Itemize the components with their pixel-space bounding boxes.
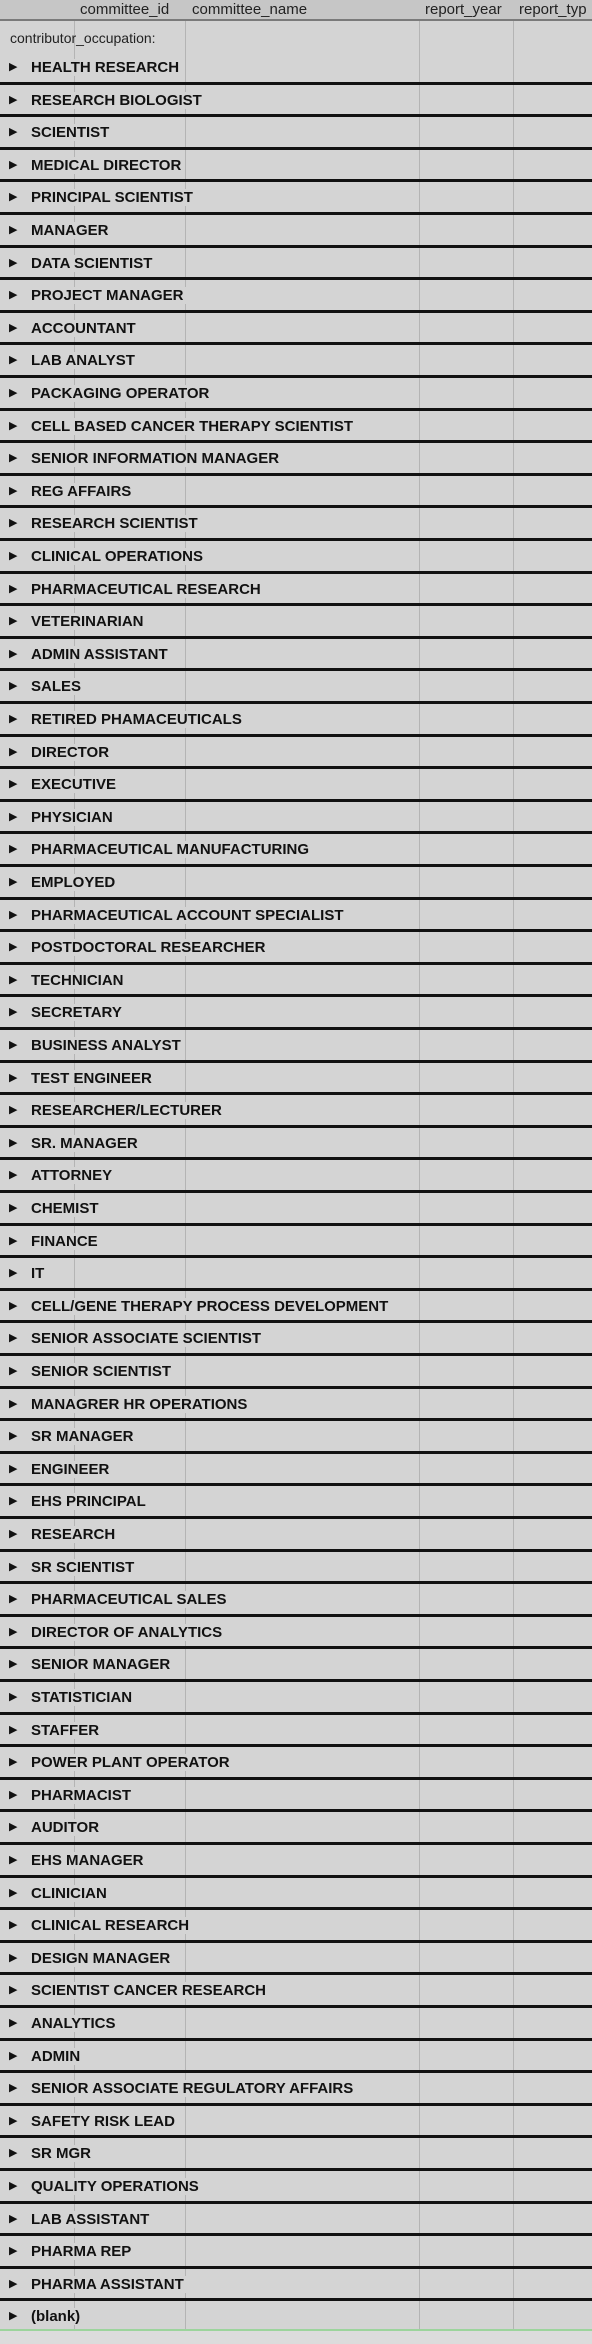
group-row[interactable] [0, 1878, 592, 1911]
triangle-right-icon[interactable]: ▶ [9, 2082, 18, 2095]
triangle-right-icon[interactable]: ▶ [9, 2310, 18, 2323]
group-row-label: EMPLOYED [31, 874, 119, 891]
group-row[interactable] [0, 606, 592, 639]
triangle-right-icon[interactable]: ▶ [9, 1756, 18, 1769]
group-row-label: PROJECT MANAGER [31, 287, 188, 304]
triangle-right-icon[interactable]: ▶ [9, 1104, 18, 1117]
column-header-committee-id[interactable]: committee_id [80, 1, 170, 18]
group-row-label: MANAGER [31, 222, 113, 239]
group-row[interactable] [0, 313, 592, 346]
triangle-right-icon[interactable]: ▶ [9, 354, 18, 367]
group-row-label: PHARMACEUTICAL MANUFACTURING [31, 841, 313, 858]
group-row[interactable] [0, 769, 592, 802]
group-row-label: ACCOUNTANT [31, 320, 140, 337]
group-row[interactable] [0, 737, 592, 770]
triangle-right-icon[interactable]: ▶ [9, 615, 18, 628]
group-row[interactable] [0, 411, 592, 444]
column-header-committee-name[interactable]: committee_name [192, 1, 308, 18]
group-row[interactable] [0, 1454, 592, 1487]
group-row[interactable] [0, 2106, 592, 2139]
group-row[interactable] [0, 1291, 592, 1324]
group-row[interactable] [0, 1323, 592, 1356]
triangle-right-icon[interactable]: ▶ [9, 1365, 18, 1377]
group-row[interactable] [0, 541, 592, 574]
group-row-label: ATTORNEY [31, 1167, 116, 1184]
group-row-label: SR SCIENTIST [31, 1559, 138, 1576]
group-row[interactable] [0, 248, 592, 281]
group-row-label: EXECUTIVE [31, 776, 120, 793]
group-row-label: EHS PRINCIPAL [31, 1493, 150, 1510]
group-row[interactable] [0, 2204, 592, 2237]
group-row-label: DIRECTOR [31, 744, 113, 761]
group-row-label: PHARMA ASSISTANT [31, 2276, 188, 2293]
group-row[interactable] [0, 443, 592, 476]
triangle-right-icon[interactable]: ▶ [9, 1821, 18, 1834]
triangle-right-icon[interactable]: ▶ [9, 1039, 18, 1051]
group-row-label: LAB ASSISTANT [31, 2211, 153, 2228]
triangle-right-icon[interactable]: ▶ [9, 1886, 18, 1899]
group-row-label: RETIRED PHAMACEUTICALS [31, 711, 246, 728]
group-row[interactable] [0, 900, 592, 933]
group-row[interactable] [0, 1910, 592, 1943]
group-row[interactable] [0, 1552, 592, 1585]
triangle-right-icon[interactable]: ▶ [9, 2277, 18, 2290]
triangle-right-icon[interactable]: ▶ [9, 1528, 18, 1540]
triangle-right-icon[interactable]: ▶ [9, 1234, 18, 1247]
triangle-right-icon[interactable]: ▶ [9, 61, 18, 73]
triangle-right-icon[interactable]: ▶ [9, 647, 18, 660]
triangle-right-icon[interactable]: ▶ [9, 1854, 18, 1866]
group-row-label: DESIGN MANAGER [31, 1950, 174, 1967]
triangle-right-icon[interactable]: ▶ [9, 1984, 18, 1997]
triangle-right-icon[interactable]: ▶ [9, 2245, 18, 2258]
triangle-right-icon[interactable]: ▶ [9, 680, 18, 693]
group-row[interactable] [0, 671, 592, 704]
group-row[interactable] [0, 1421, 592, 1454]
triangle-right-icon[interactable]: ▶ [9, 224, 18, 236]
group-row-label: PHARMA REP [31, 2243, 135, 2260]
group-row-label: SENIOR MANAGER [31, 1656, 174, 1673]
column-header-report-year[interactable]: report_year [425, 1, 502, 18]
triangle-right-icon[interactable]: ▶ [9, 256, 18, 269]
group-row[interactable] [0, 2138, 592, 2171]
group-row[interactable] [0, 150, 592, 183]
group-row[interactable] [0, 639, 592, 672]
triangle-right-icon[interactable]: ▶ [9, 876, 18, 888]
group-row[interactable] [0, 2073, 592, 2106]
group-row-label: POWER PLANT OPERATOR [31, 1754, 234, 1771]
group-row[interactable] [0, 1747, 592, 1780]
group-row[interactable] [0, 1584, 592, 1617]
group-row-label: TEST ENGINEER [31, 1070, 156, 1087]
group-row-label: RESEARCH BIOLOGIST [31, 92, 206, 109]
triangle-right-icon[interactable]: ▶ [9, 191, 18, 204]
group-row[interactable] [0, 1356, 592, 1389]
group-row-label: STAFFER [31, 1722, 103, 1739]
triangle-right-icon[interactable]: ▶ [9, 1593, 18, 1606]
group-row-label: QUALITY OPERATIONS [31, 2178, 203, 2195]
triangle-right-icon[interactable]: ▶ [9, 908, 18, 921]
group-row-label: CHEMIST [31, 1200, 103, 1217]
group-row[interactable] [0, 1715, 592, 1748]
group-row-label: BUSINESS ANALYST [31, 1037, 185, 1054]
triangle-right-icon[interactable]: ▶ [9, 1006, 18, 1019]
group-row-label: MANAGRER HR OPERATIONS [31, 1396, 251, 1413]
triangle-right-icon[interactable]: ▶ [9, 1495, 18, 1508]
group-row[interactable] [0, 1258, 592, 1291]
group-row-label: SCIENTIST CANCER RESEARCH [31, 1982, 270, 1999]
group-row-label: SALES [31, 678, 85, 695]
triangle-right-icon[interactable]: ▶ [9, 1299, 18, 1312]
triangle-right-icon[interactable]: ▶ [9, 1788, 18, 1801]
group-row[interactable] [0, 2269, 592, 2302]
group-row-label: TECHNICIAN [31, 972, 128, 989]
group-row-label: (blank) [31, 2308, 84, 2325]
group-row-label: PHARMACEUTICAL RESEARCH [31, 581, 265, 598]
triangle-right-icon[interactable]: ▶ [9, 2017, 18, 2029]
group-row[interactable] [0, 965, 592, 998]
triangle-right-icon[interactable]: ▶ [9, 1625, 18, 1638]
group-row[interactable] [0, 1063, 592, 1096]
triangle-right-icon[interactable]: ▶ [9, 745, 18, 758]
group-row-label: CELL/GENE THERAPY PROCESS DEVELOPMENT [31, 1298, 392, 1315]
triangle-right-icon[interactable]: ▶ [9, 1691, 18, 1703]
triangle-right-icon[interactable]: ▶ [9, 1332, 18, 1345]
triangle-right-icon[interactable]: ▶ [9, 550, 18, 562]
triangle-right-icon[interactable]: ▶ [9, 582, 18, 595]
triangle-right-icon[interactable]: ▶ [9, 843, 18, 856]
group-row[interactable] [0, 1160, 592, 1193]
group-row[interactable] [0, 1519, 592, 1552]
group-row-label: SR. MANAGER [31, 1135, 142, 1152]
group-row-label: ENGINEER [31, 1461, 113, 1478]
triangle-right-icon[interactable]: ▶ [9, 1919, 18, 1932]
column-header-row [0, 0, 592, 21]
group-row[interactable] [0, 1812, 592, 1845]
group-row-label: PHARMACIST [31, 1787, 135, 1804]
triangle-right-icon[interactable]: ▶ [9, 713, 18, 725]
group-row-label: SR MANAGER [31, 1428, 138, 1445]
group-row[interactable] [0, 117, 592, 150]
group-row-label: RESEARCH SCIENTIST [31, 515, 202, 532]
group-row-label: EHS MANAGER [31, 1852, 148, 1869]
triangle-right-icon[interactable]: ▶ [9, 419, 18, 432]
group-row[interactable] [0, 704, 592, 737]
triangle-right-icon[interactable]: ▶ [9, 778, 18, 791]
triangle-right-icon[interactable]: ▶ [9, 517, 18, 530]
group-row-label: POSTDOCTORAL RESEARCHER [31, 939, 269, 956]
group-row[interactable] [0, 52, 592, 85]
triangle-right-icon[interactable]: ▶ [9, 941, 18, 954]
group-row[interactable] [0, 1389, 592, 1422]
triangle-right-icon[interactable]: ▶ [9, 2114, 18, 2127]
group-row[interactable] [0, 574, 592, 607]
group-row[interactable] [0, 2171, 592, 2204]
group-row[interactable] [0, 1486, 592, 1519]
triangle-right-icon[interactable]: ▶ [9, 1951, 18, 1964]
triangle-right-icon[interactable]: ▶ [9, 2180, 18, 2192]
group-row-label: SCIENTIST [31, 124, 113, 141]
triangle-right-icon[interactable]: ▶ [9, 973, 18, 986]
group-row[interactable] [0, 182, 592, 215]
group-row-label: SR MGR [31, 2145, 95, 2162]
group-row-label: STATISTICIAN [31, 1689, 136, 1706]
triangle-right-icon[interactable]: ▶ [9, 1658, 18, 1671]
triangle-right-icon[interactable]: ▶ [9, 1560, 18, 1573]
group-row[interactable] [0, 1617, 592, 1650]
group-row-label: CLINICAL RESEARCH [31, 1917, 193, 1934]
group-row-label: SAFETY RISK LEAD [31, 2113, 179, 2130]
triangle-right-icon[interactable]: ▶ [9, 1169, 18, 1182]
group-row[interactable] [0, 1682, 592, 1715]
column-header-report-type[interactable]: report_typ [519, 1, 587, 18]
triangle-right-icon[interactable]: ▶ [9, 1202, 18, 1214]
group-row-label: MEDICAL DIRECTOR [31, 157, 185, 174]
group-row[interactable] [0, 1780, 592, 1813]
group-row[interactable] [0, 802, 592, 835]
group-row-label: PRINCIPAL SCIENTIST [31, 189, 197, 206]
group-row[interactable] [0, 1128, 592, 1161]
group-row-label: CLINICIAN [31, 1885, 111, 1902]
group-row-label: SENIOR ASSOCIATE REGULATORY AFFAIRS [31, 2080, 357, 2097]
triangle-right-icon[interactable]: ▶ [9, 452, 18, 465]
triangle-right-icon[interactable]: ▶ [9, 387, 18, 399]
group-field-label [0, 22, 592, 52]
group-row-label: LAB ANALYST [31, 352, 139, 369]
triangle-right-icon[interactable]: ▶ [9, 1071, 18, 1084]
group-row-label: FINANCE [31, 1233, 102, 1250]
group-row[interactable] [0, 932, 592, 965]
group-row[interactable] [0, 2008, 592, 2041]
group-row[interactable] [0, 2236, 592, 2269]
group-row[interactable] [0, 997, 592, 1030]
sheet-footer [0, 2329, 592, 2344]
triangle-right-icon[interactable]: ▶ [9, 2147, 18, 2160]
group-row-label: SENIOR INFORMATION MANAGER [31, 450, 283, 467]
triangle-right-icon[interactable]: ▶ [9, 289, 18, 302]
group-row-label: VETERINARIAN [31, 613, 148, 630]
group-row[interactable] [0, 1095, 592, 1128]
group-row[interactable] [0, 1649, 592, 1682]
group-row-label: DATA SCIENTIST [31, 255, 156, 272]
group-row[interactable] [0, 1226, 592, 1259]
group-row[interactable] [0, 2041, 592, 2074]
group-row-label: REG AFFAIRS [31, 483, 135, 500]
triangle-right-icon[interactable]: ▶ [9, 810, 18, 823]
group-row[interactable] [0, 1845, 592, 1878]
group-row-label: AUDITOR [31, 1819, 103, 1836]
group-row-label: PHYSICIAN [31, 809, 117, 826]
triangle-right-icon[interactable]: ▶ [9, 2049, 18, 2062]
group-row-label: ANALYTICS [31, 2015, 119, 2032]
group-row[interactable] [0, 1030, 592, 1063]
triangle-right-icon[interactable]: ▶ [9, 1723, 18, 1736]
group-row-label: ADMIN [31, 2048, 84, 2065]
group-row-label: CLINICAL OPERATIONS [31, 548, 207, 565]
group-row-label: PHARMACEUTICAL ACCOUNT SPECIALIST [31, 907, 348, 924]
group-row-label: RESEARCH [31, 1526, 119, 1543]
group-row[interactable] [0, 85, 592, 118]
triangle-right-icon[interactable]: ▶ [9, 1430, 18, 1443]
group-row-label: DIRECTOR OF ANALYTICS [31, 1624, 226, 1641]
group-row-label: ADMIN ASSISTANT [31, 646, 172, 663]
group-row-label: CELL BASED CANCER THERAPY SCIENTIST [31, 418, 357, 435]
triangle-right-icon[interactable]: ▶ [9, 2212, 18, 2225]
group-row[interactable] [0, 1943, 592, 1976]
group-row-label: IT [31, 1265, 48, 1282]
triangle-right-icon[interactable]: ▶ [9, 1462, 18, 1475]
group-row[interactable] [0, 378, 592, 411]
group-row[interactable] [0, 280, 592, 313]
group-row-label: RESEARCHER/LECTURER [31, 1102, 226, 1119]
triangle-right-icon[interactable]: ▶ [9, 1136, 18, 1149]
group-row[interactable] [0, 345, 592, 378]
triangle-right-icon[interactable]: ▶ [9, 93, 18, 106]
group-row-label: SENIOR SCIENTIST [31, 1363, 175, 1380]
group-row[interactable] [0, 508, 592, 541]
group-row[interactable] [0, 1193, 592, 1226]
group-field-label-text: contributor_occupation: [10, 30, 156, 46]
triangle-right-icon[interactable]: ▶ [9, 158, 18, 171]
triangle-right-icon[interactable]: ▶ [9, 1267, 18, 1280]
triangle-right-icon[interactable]: ▶ [9, 484, 18, 497]
triangle-right-icon[interactable]: ▶ [9, 126, 18, 139]
group-row[interactable] [0, 476, 592, 509]
group-row[interactable] [0, 867, 592, 900]
group-row[interactable] [0, 1975, 592, 2008]
group-row[interactable] [0, 834, 592, 867]
group-row-label: PHARMACEUTICAL SALES [31, 1591, 231, 1608]
group-row[interactable] [0, 215, 592, 248]
group-row-label: SENIOR ASSOCIATE SCIENTIST [31, 1330, 265, 1347]
group-row-label: HEALTH RESEARCH [31, 59, 183, 76]
triangle-right-icon[interactable]: ▶ [9, 1397, 18, 1410]
group-row-label: SECRETARY [31, 1004, 126, 1021]
group-row-label: PACKAGING OPERATOR [31, 385, 213, 402]
triangle-right-icon[interactable]: ▶ [9, 321, 18, 334]
